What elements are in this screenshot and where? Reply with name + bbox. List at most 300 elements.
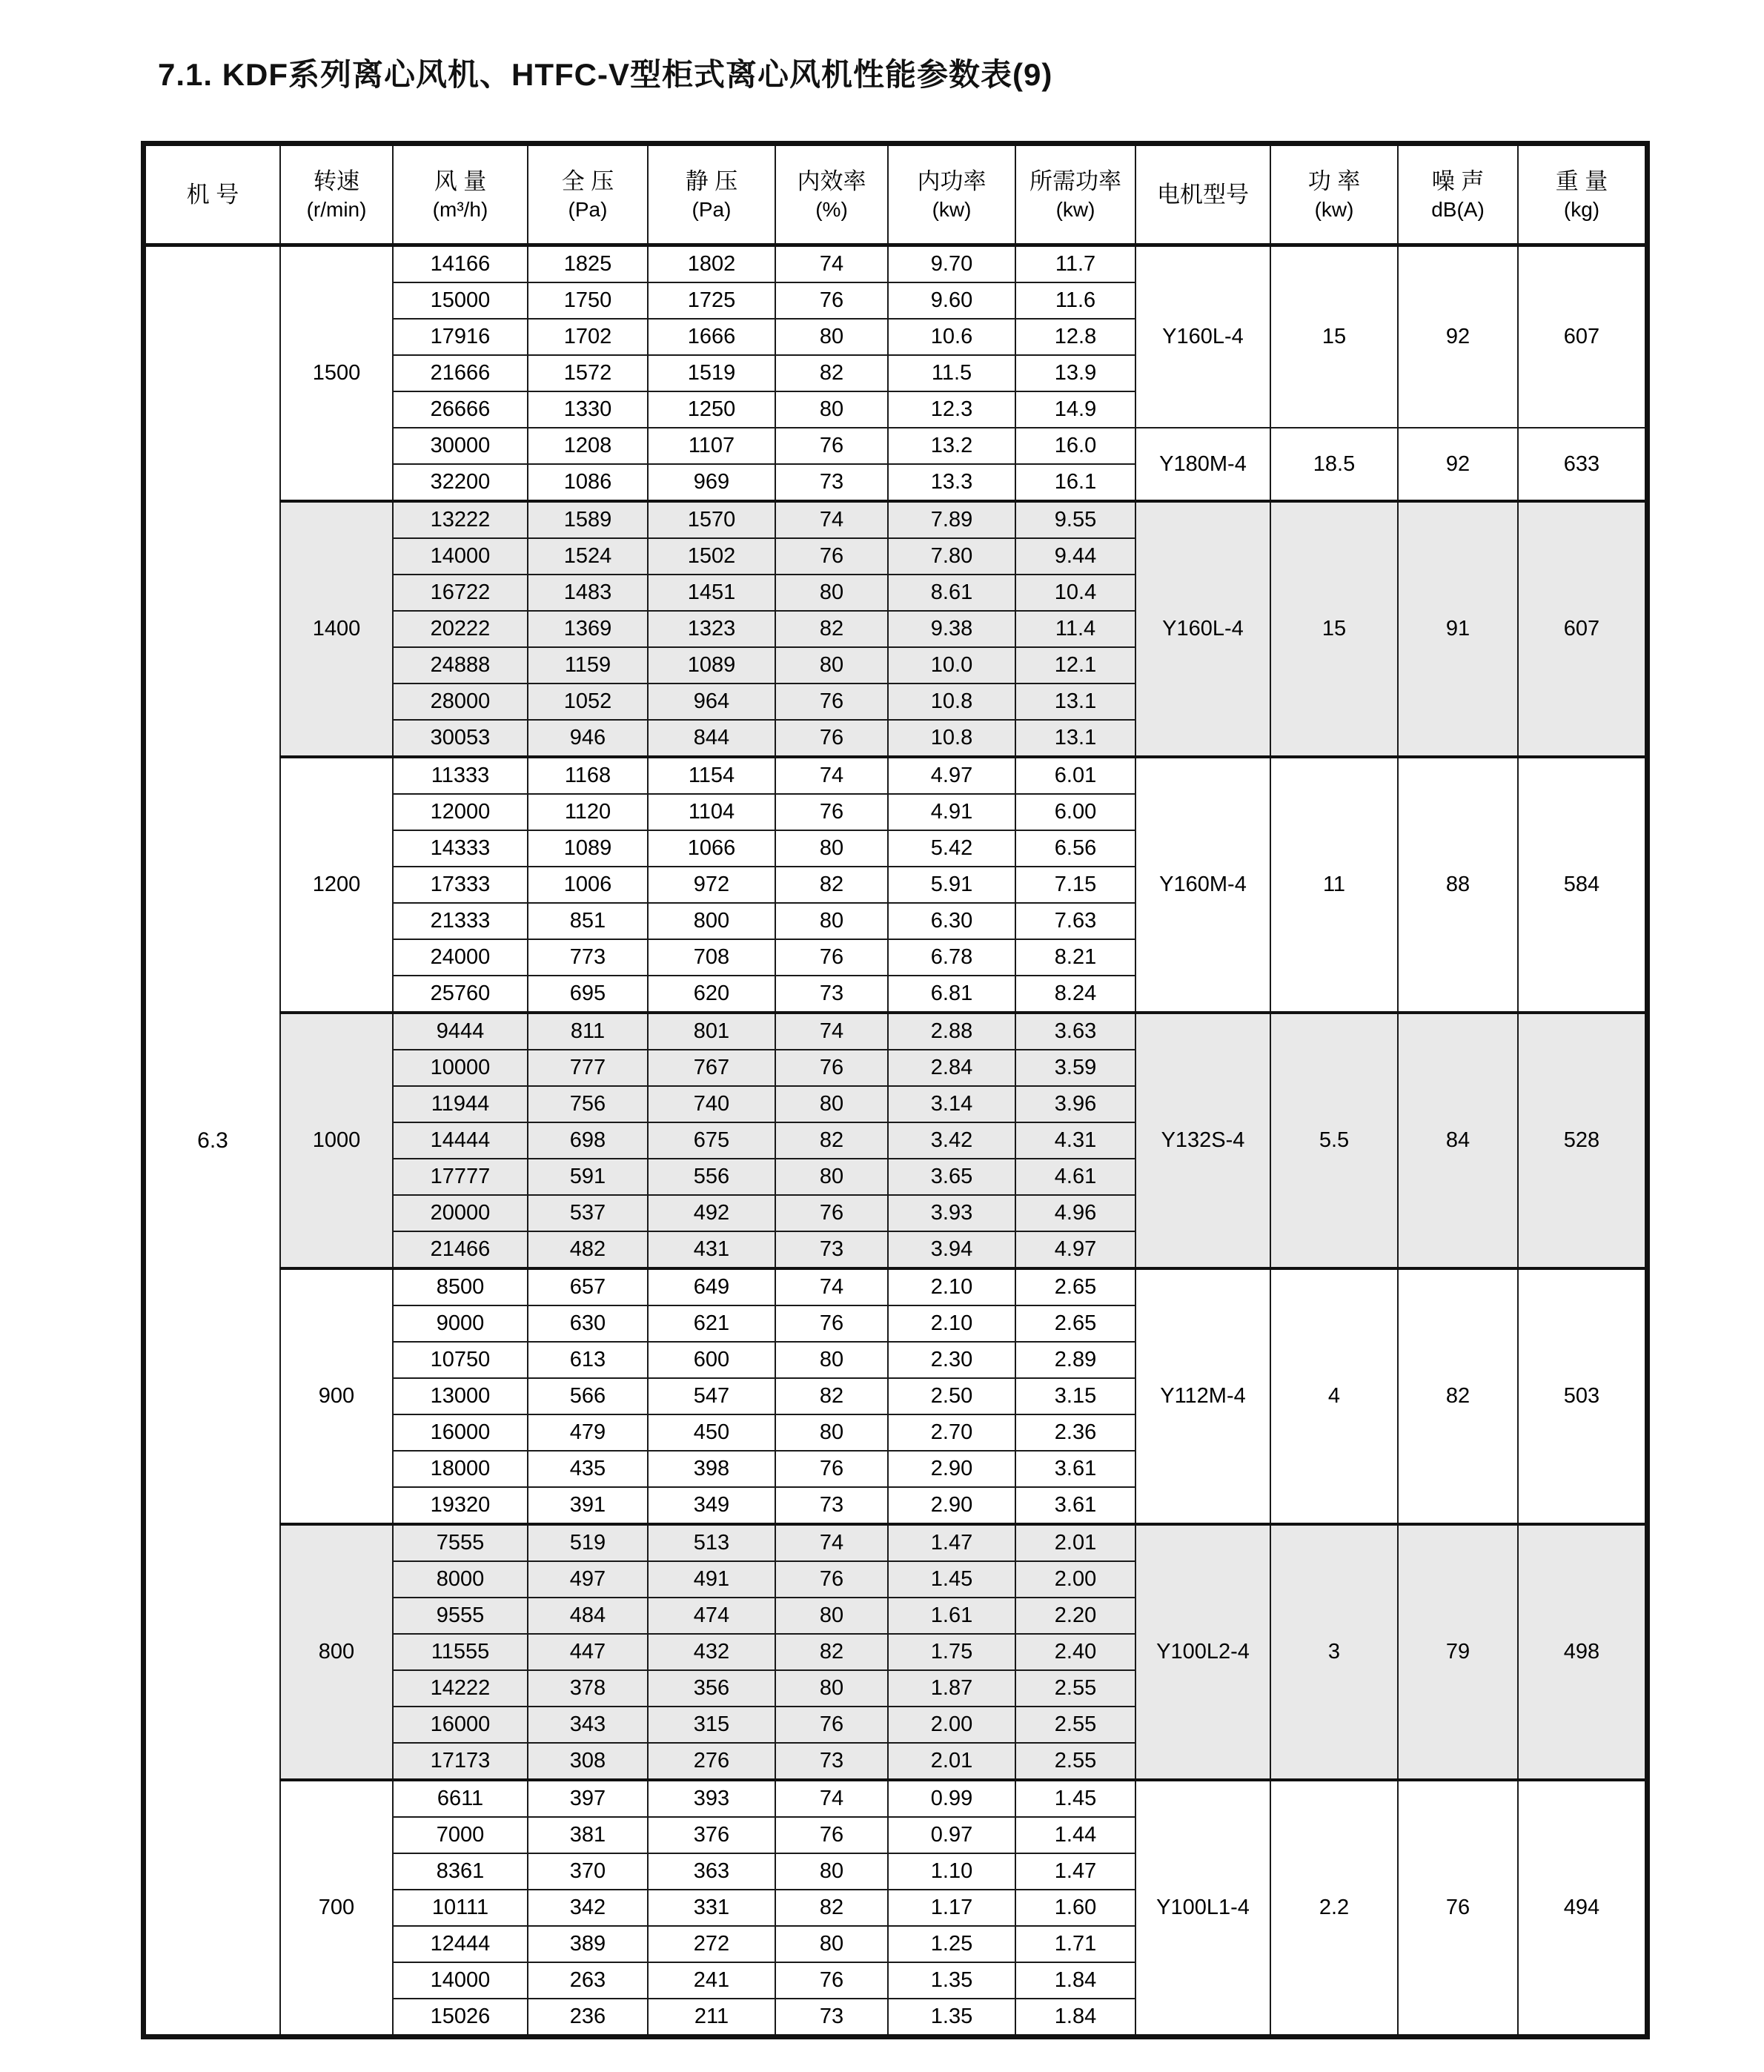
inner-power-cell: 6.81 [888,976,1015,1013]
total-pressure-cell: 1825 [528,245,648,283]
total-pressure-cell: 657 [528,1268,648,1305]
efficiency-cell: 76 [775,538,888,575]
flow-cell: 17173 [393,1743,528,1780]
col-header-static-pressure [648,144,775,245]
total-pressure-cell: 630 [528,1305,648,1342]
flow-cell: 14000 [393,1962,528,1999]
efficiency-cell: 80 [775,319,888,355]
col-header-label: 所需功率 [1029,168,1121,194]
col-header-unit: (m³/h) [432,197,488,221]
speed-cell: 700 [280,1780,393,2037]
inner-power-cell: 1.87 [888,1670,1015,1707]
total-pressure-cell: 777 [528,1050,648,1086]
inner-power-cell: 2.10 [888,1305,1015,1342]
required-power-cell: 3.61 [1015,1487,1135,1524]
inner-power-cell: 6.30 [888,903,1015,939]
speed-cell: 1500 [280,245,393,502]
efficiency-cell: 76 [775,939,888,976]
static-pressure-cell: 331 [648,1890,775,1926]
efficiency-cell: 76 [775,282,888,319]
noise-cell: 92 [1398,428,1518,501]
efficiency-cell: 73 [775,1999,888,2037]
inner-power-cell: 11.5 [888,355,1015,391]
inner-power-cell: 2.01 [888,1743,1015,1780]
power-cell: 18.5 [1270,428,1398,501]
total-pressure-cell: 391 [528,1487,648,1524]
required-power-cell: 7.15 [1015,867,1135,903]
total-pressure-cell: 591 [528,1159,648,1195]
efficiency-cell: 82 [775,1890,888,1926]
efficiency-cell: 82 [775,611,888,647]
required-power-cell: 11.4 [1015,611,1135,647]
table-body [144,245,1648,2037]
total-pressure-cell: 435 [528,1451,648,1487]
power-cell: 5.5 [1270,1013,1398,1268]
col-header-motor-model [1135,144,1270,245]
flow-cell: 16000 [393,1414,528,1451]
power-cell: 15 [1270,501,1398,757]
total-pressure-cell: 811 [528,1013,648,1050]
flow-cell: 12444 [393,1926,528,1962]
col-header-label: 静 压 [685,168,738,194]
efficiency-cell: 73 [775,1231,888,1268]
flow-cell: 24888 [393,647,528,684]
required-power-cell: 9.55 [1015,501,1135,538]
efficiency-cell: 82 [775,355,888,391]
static-pressure-cell: 1089 [648,647,775,684]
static-pressure-cell: 800 [648,903,775,939]
static-pressure-cell: 675 [648,1122,775,1159]
flow-cell: 8361 [393,1853,528,1890]
weight-cell: 607 [1518,245,1648,428]
total-pressure-cell: 519 [528,1524,648,1561]
flow-cell: 8000 [393,1561,528,1598]
flow-cell: 28000 [393,684,528,720]
inner-power-cell: 7.89 [888,501,1015,538]
weight-cell: 498 [1518,1524,1648,1780]
static-pressure-cell: 964 [648,684,775,720]
inner-power-cell: 3.42 [888,1122,1015,1159]
static-pressure-cell: 241 [648,1962,775,1999]
inner-power-cell: 1.10 [888,1853,1015,1890]
required-power-cell: 4.97 [1015,1231,1135,1268]
efficiency-cell: 80 [775,830,888,867]
table-row [144,1780,1648,1817]
inner-power-cell: 10.8 [888,720,1015,757]
static-pressure-cell: 211 [648,1999,775,2037]
efficiency-cell: 82 [775,1634,888,1670]
total-pressure-cell: 1524 [528,538,648,575]
total-pressure-cell: 695 [528,976,648,1013]
flow-cell: 9555 [393,1598,528,1634]
required-power-cell: 2.55 [1015,1670,1135,1707]
col-header-required-power [1015,144,1135,245]
total-pressure-cell: 497 [528,1561,648,1598]
flow-cell: 11555 [393,1634,528,1670]
flow-cell: 14000 [393,538,528,575]
table-row [144,245,1648,283]
required-power-cell: 2.36 [1015,1414,1135,1451]
total-pressure-cell: 1483 [528,575,648,611]
flow-cell: 32200 [393,464,528,501]
static-pressure-cell: 740 [648,1086,775,1122]
power-cell: 11 [1270,757,1398,1013]
col-header-unit: (kw) [1314,197,1354,221]
efficiency-cell: 80 [775,1086,888,1122]
noise-cell: 79 [1398,1524,1518,1780]
required-power-cell: 4.96 [1015,1195,1135,1231]
efficiency-cell: 74 [775,501,888,538]
static-pressure-cell: 708 [648,939,775,976]
flow-cell: 10111 [393,1890,528,1926]
required-power-cell: 16.0 [1015,428,1135,464]
flow-cell: 20222 [393,611,528,647]
required-power-cell: 13.1 [1015,684,1135,720]
static-pressure-cell: 649 [648,1268,775,1305]
inner-power-cell: 2.90 [888,1487,1015,1524]
static-pressure-cell: 844 [648,720,775,757]
required-power-cell: 2.65 [1015,1305,1135,1342]
power-cell: 4 [1270,1268,1398,1524]
required-power-cell: 11.6 [1015,282,1135,319]
total-pressure-cell: 1159 [528,647,648,684]
efficiency-cell: 76 [775,794,888,830]
static-pressure-cell: 349 [648,1487,775,1524]
flow-cell: 15026 [393,1999,528,2037]
static-pressure-cell: 972 [648,867,775,903]
weight-cell: 494 [1518,1780,1648,2037]
static-pressure-cell: 356 [648,1670,775,1707]
required-power-cell: 4.31 [1015,1122,1135,1159]
required-power-cell: 3.61 [1015,1451,1135,1487]
inner-power-cell: 3.65 [888,1159,1015,1195]
required-power-cell: 14.9 [1015,391,1135,428]
motor-model-cell: Y132S-4 [1135,1013,1270,1268]
inner-power-cell: 0.97 [888,1817,1015,1853]
total-pressure-cell: 389 [528,1926,648,1962]
power-cell: 3 [1270,1524,1398,1780]
total-pressure-cell: 946 [528,720,648,757]
efficiency-cell: 76 [775,1451,888,1487]
flow-cell: 11333 [393,757,528,794]
required-power-cell: 1.47 [1015,1853,1135,1890]
efficiency-cell: 76 [775,1962,888,1999]
flow-cell: 13000 [393,1378,528,1414]
static-pressure-cell: 450 [648,1414,775,1451]
total-pressure-cell: 566 [528,1378,648,1414]
col-header-total-pressure [528,144,648,245]
efficiency-cell: 73 [775,976,888,1013]
power-cell: 15 [1270,245,1398,428]
efficiency-cell: 76 [775,1561,888,1598]
flow-cell: 30053 [393,720,528,757]
inner-power-cell: 1.47 [888,1524,1015,1561]
inner-power-cell: 6.78 [888,939,1015,976]
static-pressure-cell: 432 [648,1634,775,1670]
total-pressure-cell: 756 [528,1086,648,1122]
efficiency-cell: 82 [775,867,888,903]
weight-cell: 503 [1518,1268,1648,1524]
efficiency-cell: 76 [775,1050,888,1086]
total-pressure-cell: 537 [528,1195,648,1231]
total-pressure-cell: 263 [528,1962,648,1999]
static-pressure-cell: 556 [648,1159,775,1195]
total-pressure-cell: 1330 [528,391,648,428]
static-pressure-cell: 1066 [648,830,775,867]
power-cell: 2.2 [1270,1780,1398,2037]
required-power-cell: 13.1 [1015,720,1135,757]
required-power-cell: 2.00 [1015,1561,1135,1598]
efficiency-cell: 74 [775,1013,888,1050]
flow-cell: 25760 [393,976,528,1013]
efficiency-cell: 82 [775,1122,888,1159]
col-header-flow [393,144,528,245]
speed-cell: 1000 [280,1013,393,1268]
static-pressure-cell: 1107 [648,428,775,464]
efficiency-cell: 76 [775,1817,888,1853]
total-pressure-cell: 482 [528,1231,648,1268]
efficiency-cell: 80 [775,391,888,428]
inner-power-cell: 4.91 [888,794,1015,830]
required-power-cell: 11.7 [1015,245,1135,283]
total-pressure-cell: 1572 [528,355,648,391]
required-power-cell: 2.01 [1015,1524,1135,1561]
total-pressure-cell: 1006 [528,867,648,903]
required-power-cell: 1.60 [1015,1890,1135,1926]
efficiency-cell: 74 [775,1524,888,1561]
total-pressure-cell: 381 [528,1817,648,1853]
total-pressure-cell: 447 [528,1634,648,1670]
motor-model-cell: Y160L-4 [1135,245,1270,428]
noise-cell: 84 [1398,1013,1518,1268]
col-header-power [1270,144,1398,245]
flow-cell: 10000 [393,1050,528,1086]
flow-cell: 26666 [393,391,528,428]
static-pressure-cell: 600 [648,1342,775,1378]
weight-cell: 607 [1518,501,1648,757]
motor-model-cell: Y112M-4 [1135,1268,1270,1524]
inner-power-cell: 2.84 [888,1050,1015,1086]
inner-power-cell: 3.94 [888,1231,1015,1268]
required-power-cell: 12.8 [1015,319,1135,355]
weight-cell: 633 [1518,428,1648,501]
efficiency-cell: 82 [775,1378,888,1414]
flow-cell: 17916 [393,319,528,355]
flow-cell: 30000 [393,428,528,464]
inner-power-cell: 1.45 [888,1561,1015,1598]
static-pressure-cell: 547 [648,1378,775,1414]
inner-power-cell: 10.6 [888,319,1015,355]
inner-power-cell: 2.90 [888,1451,1015,1487]
col-header-unit: (%) [815,197,848,221]
static-pressure-cell: 491 [648,1561,775,1598]
efficiency-cell: 80 [775,903,888,939]
col-header-label: 全 压 [561,168,614,194]
col-header-inner-power [888,144,1015,245]
flow-cell: 16000 [393,1707,528,1743]
inner-power-cell: 12.3 [888,391,1015,428]
total-pressure-cell: 397 [528,1780,648,1817]
table-row [144,501,1648,538]
static-pressure-cell: 431 [648,1231,775,1268]
efficiency-cell: 76 [775,428,888,464]
total-pressure-cell: 698 [528,1122,648,1159]
efficiency-cell: 76 [775,684,888,720]
required-power-cell: 9.44 [1015,538,1135,575]
page-title: 7.1. KDF系列离心风机、HTFC-V型柜式离心风机性能参数表(9) [158,57,1053,92]
static-pressure-cell: 1725 [648,282,775,319]
col-header-noise [1398,144,1518,245]
inner-power-cell: 1.25 [888,1926,1015,1962]
total-pressure-cell: 613 [528,1342,648,1378]
inner-power-cell: 5.91 [888,867,1015,903]
static-pressure-cell: 1519 [648,355,775,391]
col-header-label: 重 量 [1555,168,1608,194]
inner-power-cell: 1.61 [888,1598,1015,1634]
total-pressure-cell: 773 [528,939,648,976]
static-pressure-cell: 474 [648,1598,775,1634]
flow-cell: 9000 [393,1305,528,1342]
static-pressure-cell: 1250 [648,391,775,428]
col-header-label: 机 号 [186,181,239,208]
flow-cell: 21466 [393,1231,528,1268]
required-power-cell: 8.21 [1015,939,1135,976]
efficiency-cell: 73 [775,1487,888,1524]
required-power-cell: 10.4 [1015,575,1135,611]
col-header-unit: (Pa) [568,197,608,221]
weight-cell: 584 [1518,757,1648,1013]
inner-power-cell: 4.97 [888,757,1015,794]
col-header-label: 功 率 [1307,168,1361,194]
total-pressure-cell: 308 [528,1743,648,1780]
required-power-cell: 6.00 [1015,794,1135,830]
static-pressure-cell: 767 [648,1050,775,1086]
flow-cell: 6611 [393,1780,528,1817]
flow-cell: 9444 [393,1013,528,1050]
col-header-label: 电机型号 [1157,181,1249,208]
required-power-cell: 1.44 [1015,1817,1135,1853]
inner-power-cell: 2.10 [888,1268,1015,1305]
efficiency-cell: 76 [775,1305,888,1342]
required-power-cell: 7.63 [1015,903,1135,939]
flow-cell: 13222 [393,501,528,538]
header-row [144,144,1648,245]
performance-table [141,141,1650,2039]
required-power-cell: 3.15 [1015,1378,1135,1414]
noise-cell: 88 [1398,757,1518,1013]
static-pressure-cell: 272 [648,1926,775,1962]
noise-cell: 82 [1398,1268,1518,1524]
motor-model-cell: Y160L-4 [1135,501,1270,757]
efficiency-cell: 80 [775,1670,888,1707]
required-power-cell: 2.40 [1015,1634,1135,1670]
noise-cell: 76 [1398,1780,1518,2037]
total-pressure-cell: 370 [528,1853,648,1890]
motor-model-cell: Y100L2-4 [1135,1524,1270,1780]
col-header-label: 内效率 [797,168,866,194]
inner-power-cell: 1.35 [888,1962,1015,1999]
total-pressure-cell: 484 [528,1598,648,1634]
total-pressure-cell: 342 [528,1890,648,1926]
static-pressure-cell: 363 [648,1853,775,1890]
inner-power-cell: 2.50 [888,1378,1015,1414]
required-power-cell: 3.96 [1015,1086,1135,1122]
total-pressure-cell: 343 [528,1707,648,1743]
machine-number-cell: 6.3 [144,245,281,2037]
required-power-cell: 1.84 [1015,1962,1135,1999]
static-pressure-cell: 492 [648,1195,775,1231]
required-power-cell: 8.24 [1015,976,1135,1013]
flow-cell: 10750 [393,1342,528,1378]
flow-cell: 21333 [393,903,528,939]
motor-model-cell: Y100L1-4 [1135,1780,1270,2037]
inner-power-cell: 1.17 [888,1890,1015,1926]
col-header-speed [280,144,393,245]
total-pressure-cell: 1702 [528,319,648,355]
flow-cell: 19320 [393,1487,528,1524]
total-pressure-cell: 851 [528,903,648,939]
table-row [144,1013,1648,1050]
motor-model-cell: Y160M-4 [1135,757,1270,1013]
inner-power-cell: 10.8 [888,684,1015,720]
efficiency-cell: 76 [775,1707,888,1743]
flow-cell: 17777 [393,1159,528,1195]
flow-cell: 12000 [393,794,528,830]
static-pressure-cell: 393 [648,1780,775,1817]
inner-power-cell: 10.0 [888,647,1015,684]
noise-cell: 92 [1398,245,1518,428]
col-header-machine-number [144,144,281,245]
static-pressure-cell: 315 [648,1707,775,1743]
total-pressure-cell: 378 [528,1670,648,1707]
inner-power-cell: 3.93 [888,1195,1015,1231]
static-pressure-cell: 621 [648,1305,775,1342]
required-power-cell: 6.01 [1015,757,1135,794]
static-pressure-cell: 1802 [648,245,775,283]
inner-power-cell: 9.38 [888,611,1015,647]
speed-cell: 1400 [280,501,393,757]
efficiency-cell: 80 [775,1598,888,1634]
efficiency-cell: 74 [775,245,888,283]
required-power-cell: 2.55 [1015,1707,1135,1743]
total-pressure-cell: 1086 [528,464,648,501]
inner-power-cell: 2.30 [888,1342,1015,1378]
static-pressure-cell: 801 [648,1013,775,1050]
inner-power-cell: 1.35 [888,1999,1015,2037]
required-power-cell: 3.63 [1015,1013,1135,1050]
flow-cell: 14444 [393,1122,528,1159]
required-power-cell: 4.61 [1015,1159,1135,1195]
speed-cell: 1200 [280,757,393,1013]
efficiency-cell: 80 [775,1159,888,1195]
required-power-cell: 16.1 [1015,464,1135,501]
flow-cell: 21666 [393,355,528,391]
speed-cell: 800 [280,1524,393,1780]
flow-cell: 14222 [393,1670,528,1707]
inner-power-cell: 9.60 [888,282,1015,319]
flow-cell: 15000 [393,282,528,319]
static-pressure-cell: 1451 [648,575,775,611]
noise-cell: 91 [1398,501,1518,757]
flow-cell: 20000 [393,1195,528,1231]
static-pressure-cell: 1502 [648,538,775,575]
static-pressure-cell: 620 [648,976,775,1013]
inner-power-cell: 1.75 [888,1634,1015,1670]
table-header [144,144,1648,245]
flow-cell: 7555 [393,1524,528,1561]
efficiency-cell: 80 [775,1342,888,1378]
flow-cell: 17333 [393,867,528,903]
